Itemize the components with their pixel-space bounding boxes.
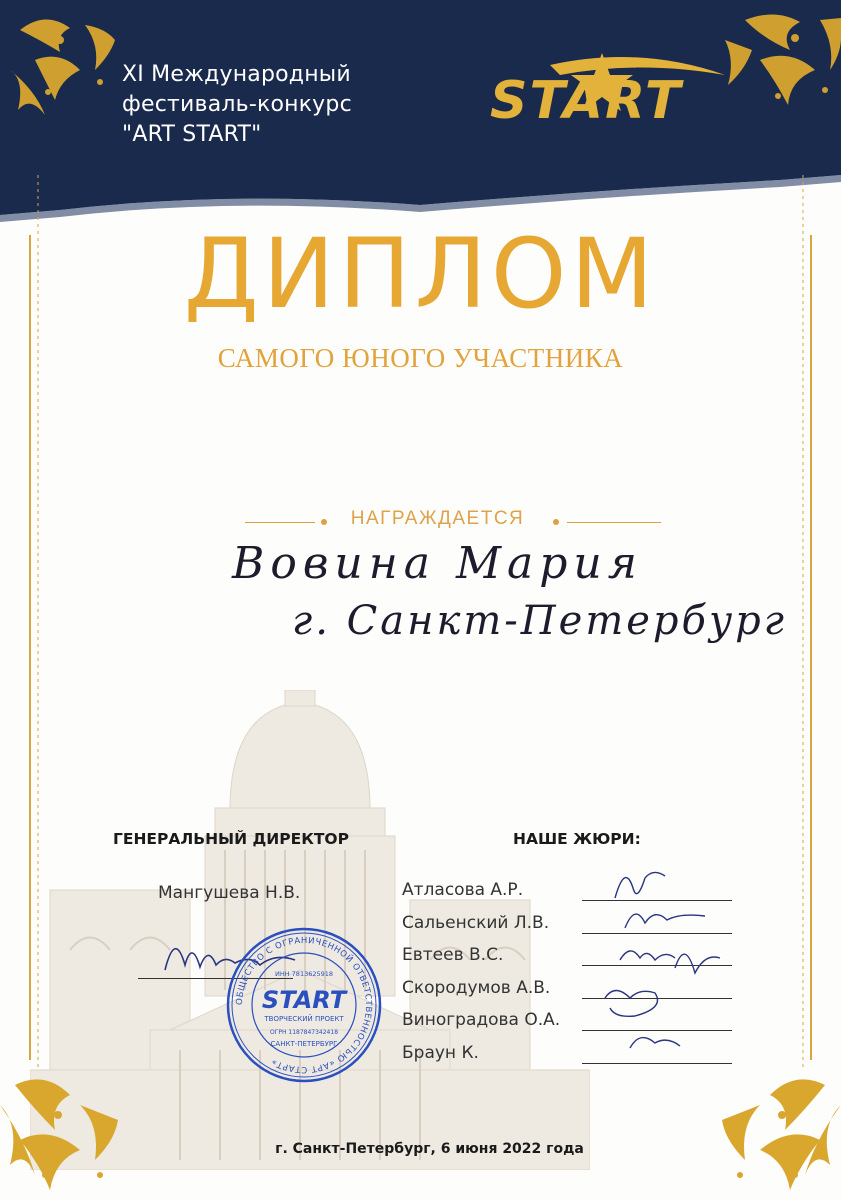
signature-3 [620, 951, 675, 960]
stamp-city: САНКТ-ПЕТЕРБУРГ [270, 1040, 338, 1048]
jury-member-name: Сальенский Л.В. [402, 912, 550, 933]
jury-heading: НАШЕ ЖЮРИ: [513, 830, 641, 848]
logo-text: START [490, 71, 683, 131]
awarded-left-line [245, 522, 315, 523]
recipient-name: Вовина Мария [232, 538, 643, 589]
director-heading: ГЕНЕРАЛЬНЫЙ ДИРЕКТОР [113, 830, 349, 848]
start-logo [490, 45, 730, 145]
stamp-inn: ИНН 7813625918 [274, 970, 334, 978]
signature-4 [675, 954, 720, 973]
bottom-right-ornament-icon [700, 1065, 841, 1200]
festival-title-line-3: "ART START" [122, 122, 262, 147]
jury-member-name: Евтеев В.С. [402, 945, 504, 966]
stamp-ring-text: ОБЩЕСТВО С ОГРАНИЧЕННОЙ ОТВЕТСТВЕННОСТЬЮ «АРТ СТАРТ» [234, 935, 374, 1074]
company-stamp [225, 926, 383, 1084]
signature-5 [605, 991, 658, 1017]
signature-1 [615, 872, 665, 898]
stamp-project: ТВОРЧЕСКИЙ ПРОЕКТ [264, 1015, 344, 1023]
diploma-subtitle: САМОГО ЮНОГО УЧАСТНИКА [217, 343, 624, 373]
awarded-row [245, 508, 665, 536]
awarded-right-line [567, 522, 661, 523]
director-name: Мангушева Н.В. [158, 883, 301, 903]
festival-title-line-2: фестиваль-конкурс [122, 92, 352, 117]
jury-member-name: Атласова А.Р. [402, 880, 524, 900]
jury-member-name: Виноградова О.А. [402, 1010, 561, 1031]
signature-6 [630, 1038, 680, 1048]
stamp-logo: START [261, 986, 347, 1014]
bottom-left-ornament-icon [0, 1065, 140, 1200]
festival-title-line-1: XI Международный [122, 62, 351, 87]
awarded-left-dot [321, 519, 327, 525]
festival-title [122, 60, 402, 150]
footer-date-place: г. Санкт-Петербург, 6 июня 2022 года [275, 1141, 584, 1157]
awarded-label: НАГРАЖДАЕТСЯ [350, 508, 525, 529]
jury-member-name: Браун К. [402, 1042, 479, 1063]
jury-member-name: Скородумов А.В. [402, 977, 551, 998]
awarded-right-dot [553, 519, 559, 525]
recipient-city: г. Санкт-Петербург [292, 598, 787, 644]
jury-signatures [595, 858, 755, 1068]
stamp-ogrn: ОГРН 1187847342418 [269, 1029, 339, 1036]
diploma-title: ДИПЛОМ [183, 218, 658, 330]
signature-2 [625, 914, 705, 928]
